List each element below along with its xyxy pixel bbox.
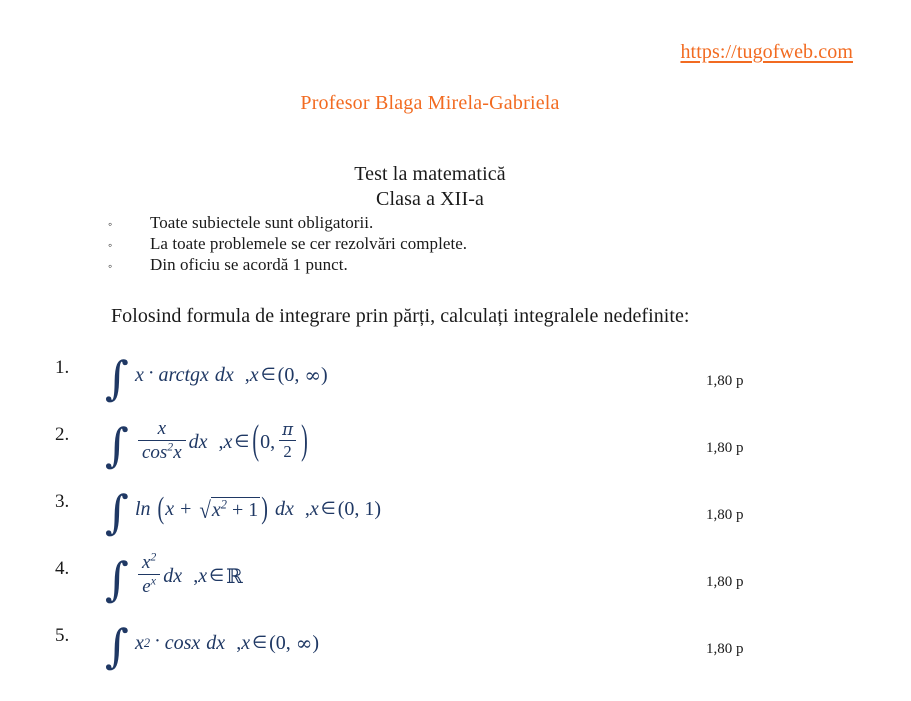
paren-close-large: ): [261, 491, 268, 526]
paren-close: ): [321, 363, 328, 386]
euler-e: e: [142, 575, 151, 597]
problem-number: 5.: [55, 625, 70, 646]
exponent-two: 2: [220, 496, 227, 511]
comma: ,: [304, 497, 310, 520]
list-item: [108, 233, 728, 254]
zero: 0: [275, 631, 286, 654]
problem-number: 2.: [55, 424, 70, 445]
problem-number: 3.: [55, 491, 70, 512]
paren-open: (: [337, 497, 345, 520]
problem-item: [0, 412, 911, 479]
variable-x: x: [198, 564, 208, 587]
variable-x: x: [241, 631, 251, 654]
paren-open-large: (: [252, 417, 260, 463]
fraction: [138, 419, 186, 464]
problem-points: 1,80 p: [706, 373, 744, 389]
title-block: [0, 162, 860, 212]
problem-item: [0, 613, 911, 680]
exponent-two: 2: [150, 550, 157, 564]
radicand: [211, 497, 260, 522]
comma: ,: [270, 430, 276, 453]
infinity-sign: ∞: [295, 631, 313, 655]
problem-expression: ∫ $\frac{x}{\cos^2x}$ dx , x ∈ ( 0 , $\frac{\pi}{2}$ ): [105, 417, 308, 472]
variable-x: x: [309, 497, 319, 520]
plus-sign: +: [232, 498, 244, 521]
bullet-circle-icon: ◦: [108, 259, 113, 273]
comma: ,: [218, 430, 224, 453]
problems-list: [0, 345, 911, 680]
arctg-function: arctg: [158, 363, 201, 386]
problem-item: [0, 345, 911, 412]
paren-close: ): [312, 631, 320, 654]
differential-dx: dx: [163, 564, 183, 587]
element-of-sign: ∈: [234, 432, 250, 452]
fraction-denominator: [138, 574, 160, 598]
fraction-pi-over-two: [278, 421, 297, 461]
dot-operator: ·: [154, 629, 161, 652]
comma: ,: [236, 631, 242, 654]
differential-dx: dx: [206, 631, 226, 654]
paren-close: ): [374, 497, 382, 520]
instruction-text: Folosind formula de integrare prin părți, calculați integralele nedefinite:: [111, 305, 690, 327]
test-title: Test la matematică: [354, 163, 506, 185]
problem-item: [0, 479, 911, 546]
variable-x: x: [211, 498, 221, 521]
rules-list: [108, 212, 728, 275]
comma: ,: [354, 497, 360, 520]
bullet-circle-icon: ◦: [108, 238, 113, 252]
problem-expression: ∫ x · arctg x dx , x ∈ ( 0 , ∞ ): [105, 351, 328, 405]
plus-sign: +: [180, 497, 192, 520]
rule-text: Toate subiectele sunt obligatorii.: [150, 213, 374, 232]
differential-dx: dx: [188, 430, 208, 453]
cos-function: cos: [141, 441, 168, 463]
comma: ,: [294, 363, 300, 386]
author-name: Profesor Blaga Mirela-Gabriela: [300, 92, 560, 114]
infinity-sign: ∞: [304, 363, 322, 387]
list-item: [108, 254, 728, 275]
radical-sign: √: [199, 496, 211, 523]
one: 1: [248, 498, 259, 521]
variable-x: x: [134, 363, 144, 386]
comma: ,: [285, 631, 291, 654]
rule-text: Din oficiu se acordă 1 punct.: [150, 255, 348, 274]
problem-expression: ∫ $\frac{x^2}{e^x}$ dx , x ∈ ℝ: [105, 550, 243, 606]
rule-text: La toate problemele se cer rezolvări complete.: [150, 234, 468, 253]
site-url-link[interactable]: https://tugofweb.com: [680, 41, 853, 63]
paren-close-large: ): [301, 417, 308, 463]
fraction-numerator: x: [157, 417, 167, 439]
element-of-sign: ∈: [320, 499, 336, 519]
problem-item: [0, 546, 911, 613]
variable-x: x: [134, 631, 144, 654]
denominator-two: 2: [279, 440, 295, 461]
exponent-two: 2: [167, 440, 174, 454]
differential-dx: dx: [214, 363, 234, 386]
differential-dx: dx: [274, 497, 294, 520]
problem-points: 1,80 p: [706, 641, 744, 657]
one: 1: [364, 497, 375, 520]
variable-x: x: [191, 631, 201, 654]
exponent-x: x: [150, 574, 156, 588]
comma: ,: [193, 564, 199, 587]
bullet-circle-icon: ◦: [108, 217, 113, 231]
zero: 0: [284, 363, 295, 386]
variable-x: x: [200, 363, 209, 386]
cos-function: cos: [164, 631, 192, 654]
paren-open-large: (: [157, 491, 165, 526]
comma: ,: [244, 363, 250, 386]
problem-expression: ∫ x 2 · cos x dx , x ∈ ( 0 , ∞ ): [105, 619, 320, 673]
square-root: [199, 497, 260, 522]
fraction-numerator: [138, 550, 160, 574]
problem-points: 1,80 p: [706, 440, 744, 456]
problem-points: 1,80 p: [706, 507, 744, 523]
problem-number: 1.: [55, 357, 70, 378]
problem-points: 1,80 p: [706, 574, 744, 590]
paren-open: (: [269, 631, 276, 654]
element-of-sign: ∈: [209, 566, 225, 586]
variable-x: x: [141, 551, 151, 573]
ln-function: ln: [134, 497, 151, 520]
fraction-denominator: [138, 440, 186, 464]
zero: 0: [260, 430, 271, 453]
variable-x: x: [223, 430, 233, 453]
variable-x: x: [165, 497, 175, 520]
variable-x: x: [249, 363, 259, 386]
fraction: [138, 550, 160, 598]
zero: 0: [344, 497, 355, 520]
real-number-set: ℝ: [226, 564, 243, 588]
class-title: Clasa a XII-a: [376, 188, 484, 210]
variable-x: x: [173, 441, 182, 463]
element-of-sign: ∈: [260, 365, 276, 385]
element-of-sign: ∈: [252, 633, 268, 653]
dot-operator: ·: [147, 361, 155, 384]
paren-open: (: [277, 363, 285, 386]
pi-symbol: π: [282, 419, 294, 440]
list-item: [108, 212, 728, 233]
problem-number: 4.: [55, 558, 70, 579]
problem-expression: ∫ ln ( x + √ $x^2 + 1$ ) dx , x ∈ ( 0 , 1 ): [105, 485, 382, 539]
